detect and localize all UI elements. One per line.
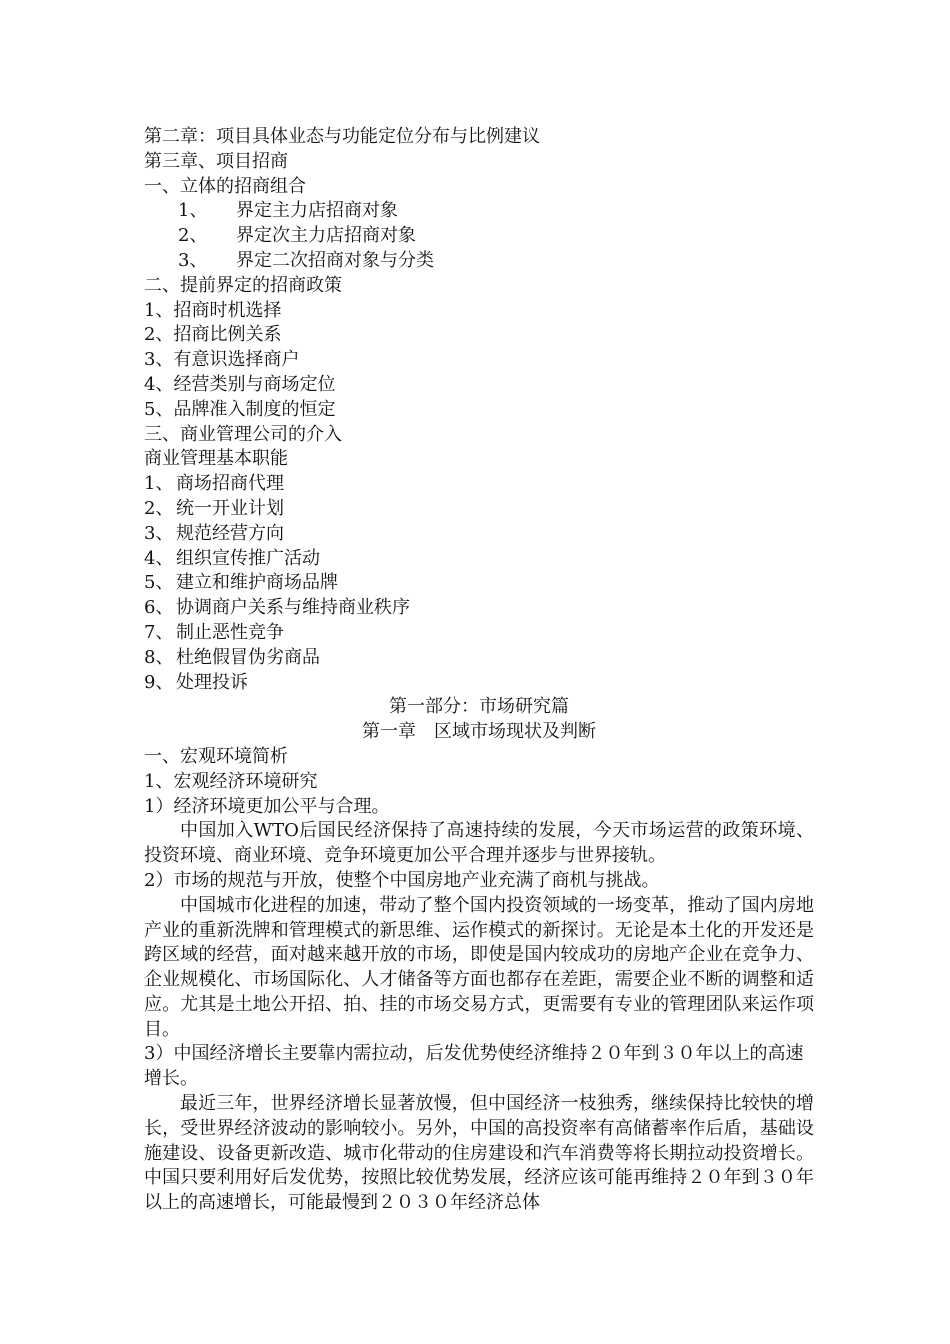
- list-item-number: 5、: [144, 572, 174, 594]
- list-item-number: 7、: [144, 621, 174, 643]
- list-item-text: 统一开业计划: [176, 497, 284, 519]
- list-item-text: 建立和维护商场品牌: [176, 572, 338, 594]
- list-item: 2、招商比例关系: [144, 324, 282, 346]
- list-item: 5、品牌准入制度的恒定: [144, 398, 336, 420]
- list-item: [144, 547, 814, 572]
- list-item-text: 处理投诉: [176, 671, 248, 693]
- list-item: [144, 671, 814, 696]
- list-item-text: 组织宣传推广活动: [176, 547, 320, 569]
- list-item-number: 2、: [178, 225, 208, 247]
- list-item: [144, 472, 814, 497]
- subsection-heading: 1、宏观经济环境研究: [144, 770, 318, 792]
- list-item-number: 4、: [144, 547, 174, 569]
- toc-section-1: 一、立体的招商组合: [144, 175, 306, 197]
- point-heading: 1）经济环境更加公平与合理。: [144, 795, 390, 817]
- list-item: [144, 522, 814, 547]
- toc-chapter-2: 第二章：项目具体业态与功能定位分布与比例建议: [144, 126, 540, 147]
- list-item-number: 3、: [144, 522, 174, 544]
- list-item-number: 1、: [144, 473, 174, 495]
- toc-subheading: 商业管理基本职能: [144, 448, 288, 470]
- list-item-text: 制止恶性竞争: [176, 621, 284, 643]
- chapter-title: 第一章 区域市场现状及判断: [362, 721, 596, 743]
- list-item: [144, 571, 814, 596]
- list-item: [144, 199, 814, 224]
- list-item: [144, 621, 814, 646]
- paragraph: 中国加入WTO后国民经济保持了高速持续的发展，今天市场运营的政策环境、投资环境、商业环境、竞争环境更加公平合理并逐步与世界接轨。: [144, 820, 814, 867]
- list-item: [144, 224, 814, 249]
- point-heading: 2）市场的规范与开放，使整个中国房地产业充满了商机与挑战。: [144, 869, 660, 891]
- list-item: [144, 249, 814, 274]
- list-item-text: 界定二次招商对象与分类: [236, 249, 434, 271]
- list-item-text: 协调商户关系与维持商业秩序: [176, 597, 410, 619]
- list-item: [144, 497, 814, 522]
- list-item-number: 2、: [144, 497, 174, 519]
- paragraph: 最近三年，世界经济增长显著放慢，但中国经济一枝独秀，继续保持比较快的增长，受世界经济波动的影响较小。另外，中国的高投资率有高储蓄率作后盾，基础设施建设、设备更新改造、城市化带动的住房建设和汽车消费等将长期拉动投资增长。中国只要利用好后发优势，按照比较优势发展，经济应该可能再维持２０年到３０年以上的高速增长，可能最慢到２０３０年经济总体: [144, 1093, 814, 1214]
- list-item-number: 9、: [144, 671, 174, 693]
- list-item-text: 界定次主力店招商对象: [236, 225, 416, 247]
- list-item: [144, 596, 814, 621]
- list-item: 1、招商时机选择: [144, 299, 282, 321]
- list-item-number: 8、: [144, 646, 174, 668]
- section-heading: 一、宏观环境简析: [144, 745, 288, 767]
- list-item-text: 商场招商代理: [176, 473, 284, 495]
- toc-section-2: 二、提前界定的招商政策: [144, 274, 342, 296]
- point-heading: 3）中国经济增长主要靠内需拉动，后发优势使经济维持２０年到３０年以上的高速增长。: [144, 1043, 804, 1090]
- list-item-text: 杜绝假冒伪劣商品: [176, 646, 320, 668]
- list-item: 4、经营类别与商场定位: [144, 373, 336, 395]
- list-item-number: 3、: [178, 249, 208, 271]
- toc-section-3: 三、商业管理公司的介入: [144, 423, 342, 445]
- paragraph: 中国城市化进程的加速，带动了整个国内投资领域的一场变革，推动了国内房地产业的重新洗牌和管理模式的新思维、运作模式的新探讨。无论是本土化的开发还是跨区域的经营，面对越来越开放的市场，即使是国内较成功的房地产企业在竞争力、企业规模化、市场国际化、人才储备等方面也都存在差距，需要企业不断的调整和适应。尤其是土地公开招、拍、挂的市场交易方式，更需要有专业的管理团队来运作项目。: [144, 894, 814, 1040]
- list-item-number: 1、: [178, 200, 208, 222]
- document-content: [144, 125, 814, 1216]
- list-item: [144, 646, 814, 671]
- toc-chapter-3: 第三章、项目招商: [144, 150, 288, 172]
- list-item: 3、有意识选择商户: [144, 349, 300, 371]
- list-item-text: 规范经营方向: [176, 522, 284, 544]
- list-item-number: 6、: [144, 597, 174, 619]
- list-item-text: 界定主力店招商对象: [236, 200, 398, 222]
- part-title: 第一部分：市场研究篇: [389, 696, 569, 718]
